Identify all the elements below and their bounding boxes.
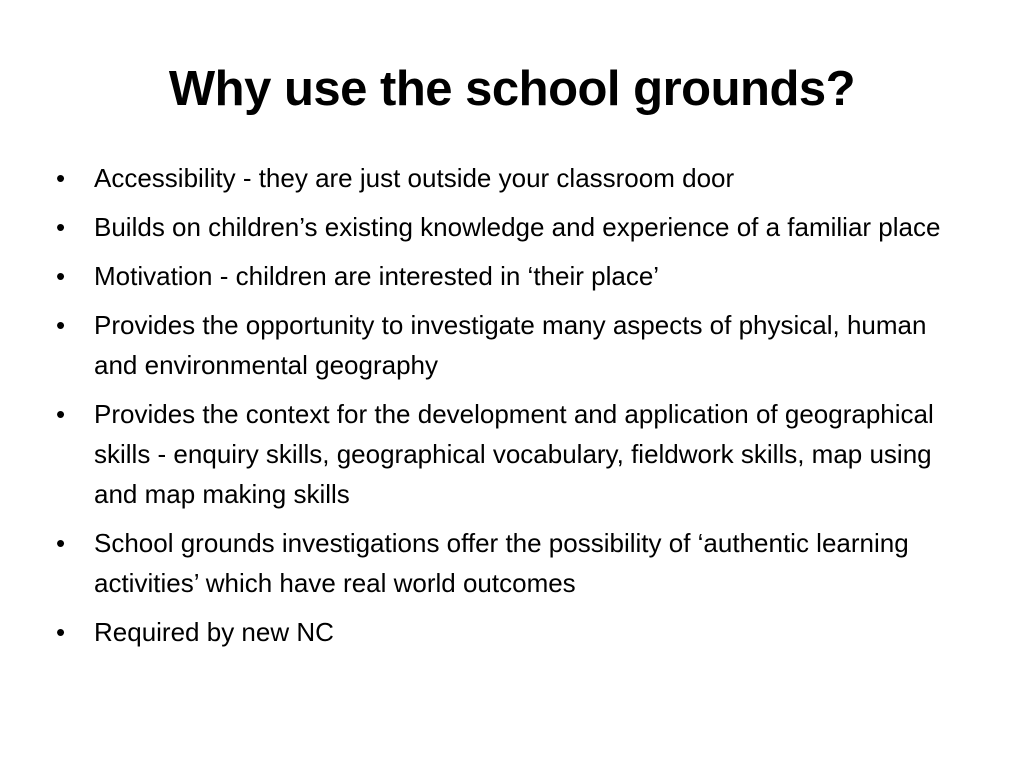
list-item — [56, 256, 966, 296]
bullet-text: Provides the opportunity to investigate many aspects of physical, human and environmental geography — [94, 310, 927, 380]
list-item — [56, 394, 966, 514]
bullet-dot-icon: • — [56, 212, 66, 242]
slide-title: Why use the school grounds? — [168, 62, 856, 116]
list-item — [56, 158, 966, 198]
bullet-dot-icon: • — [56, 163, 66, 193]
bullet-text: Accessibility - they are just outside your classroom door — [94, 163, 735, 193]
bullet-dot-icon: • — [56, 261, 66, 291]
bullet-dot-icon: • — [56, 399, 66, 429]
list-item — [56, 523, 966, 603]
bullet-list — [56, 158, 966, 661]
bullet-dot-icon: • — [56, 528, 66, 558]
bullet-text: Builds on children’s existing knowledge and experience of a familiar place — [94, 212, 941, 242]
list-item — [56, 612, 966, 652]
bullet-text: Provides the context for the development and application of geographical skills - enquiry skills, geographical vocabulary, fieldwork skills, map using and map making skills — [94, 399, 934, 509]
list-item — [56, 207, 966, 247]
bullet-text: School grounds investigations offer the possibility of ‘authentic learning activities’ which have real world outcomes — [94, 528, 909, 598]
bullet-dot-icon: • — [56, 310, 66, 340]
bullet-text: Motivation - children are interested in ‘their place’ — [94, 261, 660, 291]
bullet-dot-icon: • — [56, 617, 66, 647]
bullet-text: Required by new NC — [94, 617, 334, 647]
list-item — [56, 305, 966, 385]
